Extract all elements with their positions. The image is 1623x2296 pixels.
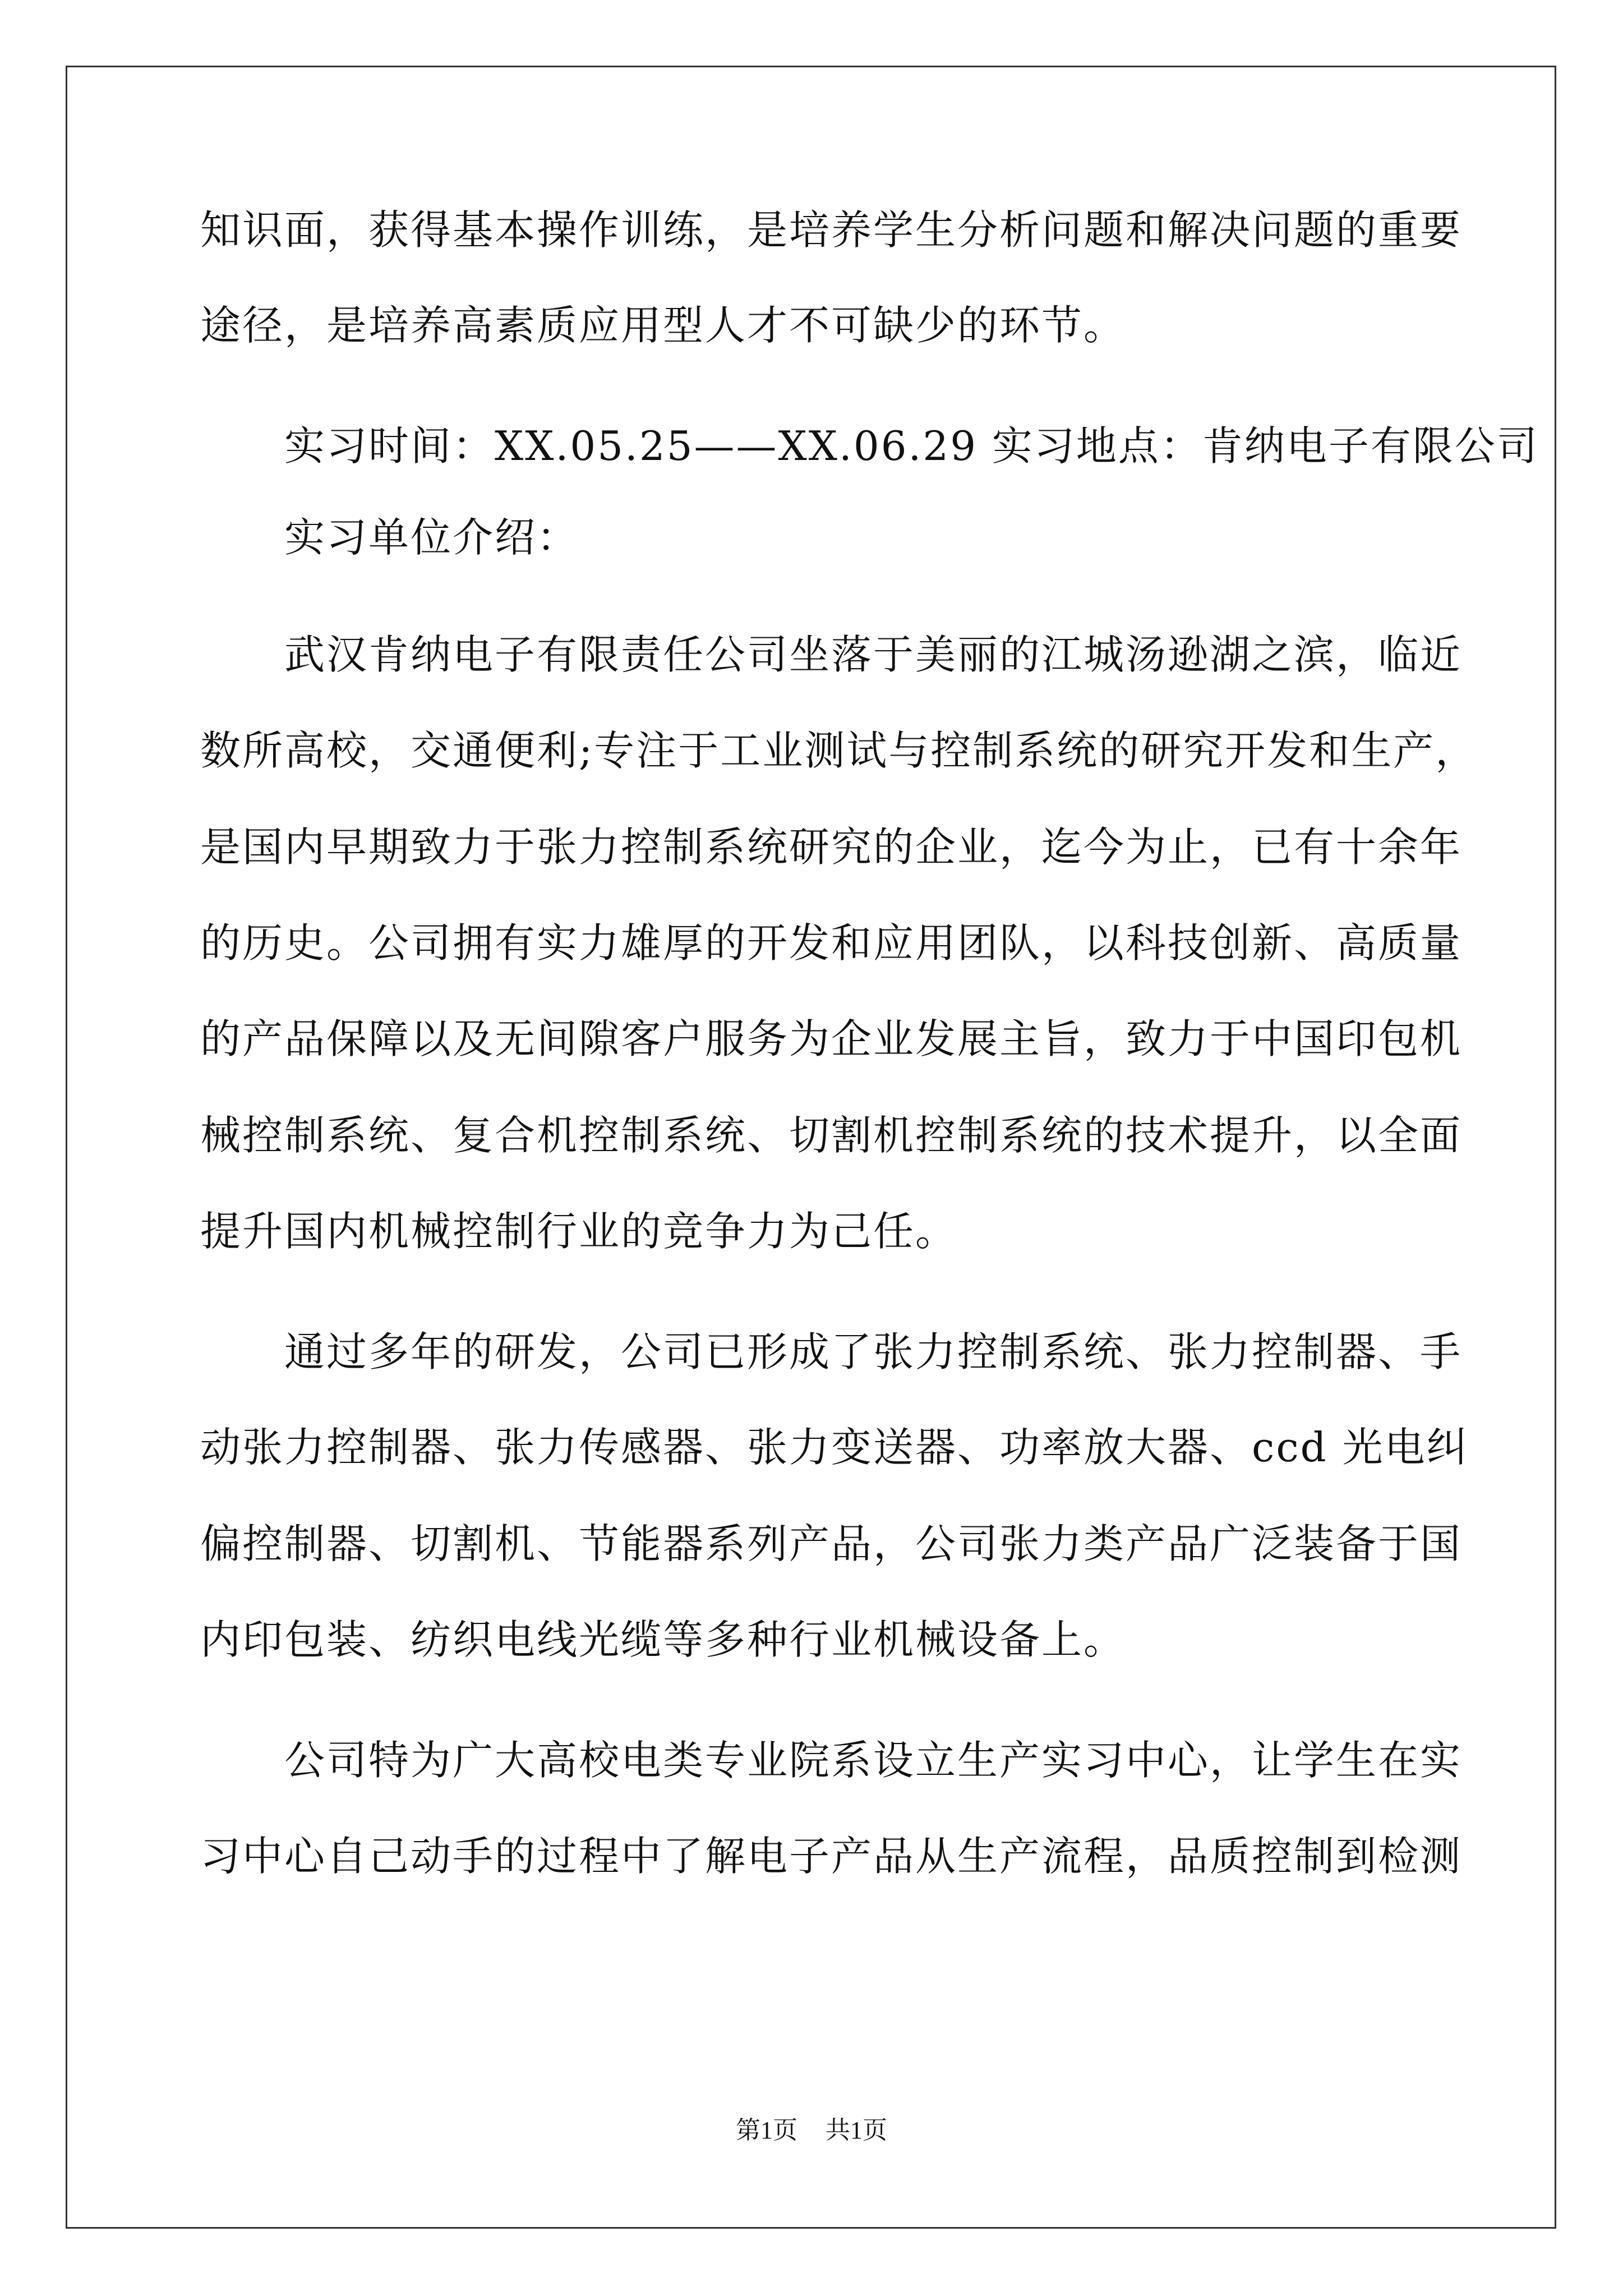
text-line: 偏控制器、切割机、节能器系列产品，公司张力类产品广泛装备于国 xyxy=(200,1520,1463,1567)
text-line: 是国内早期致力于张力控制系统研究的企业，迄今为止，已有十余年 xyxy=(200,823,1463,871)
text-line: 动张力控制器、张力传感器、张力变送器、功率放大器、ccd 光电纠 xyxy=(200,1424,1469,1471)
text-line: 提升国内机械控制行业的竞争力为己任。 xyxy=(200,1208,958,1255)
text-line: 数所高校，交通便利;专注于工业测试与控制系统的研究开发和生产， xyxy=(200,727,1478,774)
text-line: 通过多年的研发，公司已形成了张力控制系统、张力控制器、手 xyxy=(200,1328,1463,1375)
text-line: 的历史。公司拥有实力雄厚的开发和应用团队，以科技创新、高质量 xyxy=(200,919,1463,967)
page-footer xyxy=(0,2114,1623,2147)
text-line: 习中心自己动手的过程中了解电子产品从生产流程，品质控制到检测 xyxy=(200,1833,1463,1880)
text-line: 械控制系统、复合机控制系统、切割机控制系统的技术提升，以全面 xyxy=(200,1112,1463,1159)
text-line: 的产品保障以及无间隙客户服务为企业发展主旨，致力于中国印包机 xyxy=(200,1015,1463,1062)
text-line: 武汉肯纳电子有限责任公司坐落于美丽的江城汤逊湖之滨，临近 xyxy=(200,631,1463,678)
text-line: 公司特为广大高校电类专业院系设立生产实习中心，让学生在实 xyxy=(200,1737,1463,1784)
text-line: 途径，是培养高素质应用型人才不可缺少的环节。 xyxy=(200,302,1126,349)
page-number: 第1页 xyxy=(736,2116,797,2144)
text-line: 实习单位介绍： xyxy=(200,514,579,561)
text-line: 知识面，获得基本操作训练，是培养学生分析问题和解决问题的重要 xyxy=(200,206,1463,254)
text-line: 实习时间：XX.05.25——XX.06.29 实习地点：肯纳电子有限公司 xyxy=(200,422,1539,470)
text-line: 内印包装、纺织电线光缆等多种行业机械设备上。 xyxy=(200,1616,1126,1663)
page-total: 共1页 xyxy=(826,2116,887,2144)
